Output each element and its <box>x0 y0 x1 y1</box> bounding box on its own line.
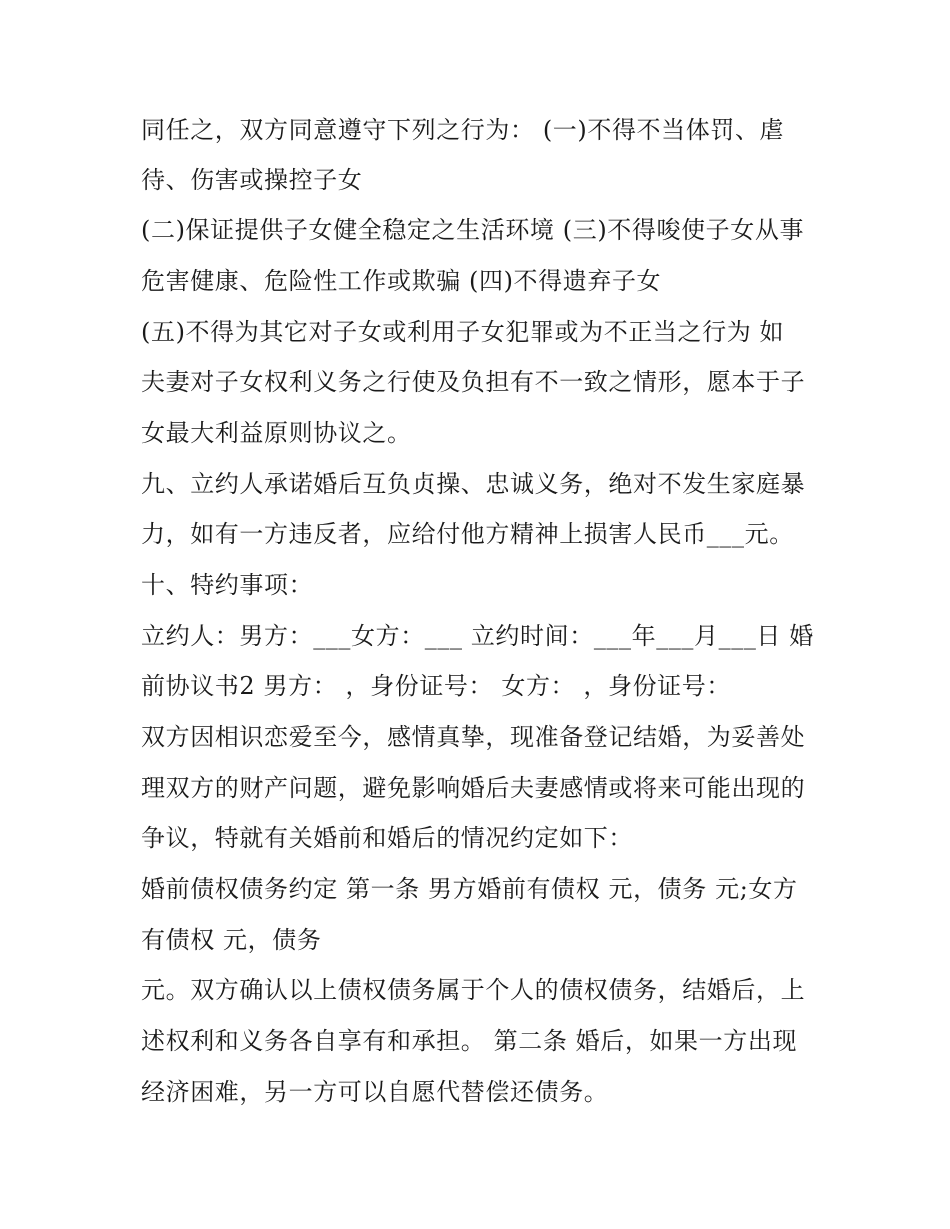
text-line-17: 有债权 元，债务 <box>141 926 322 954</box>
text-line-13: 双方因相识恋爱至今，感情真挚，现准备登记结婚，为妥善处 <box>141 723 806 751</box>
text-line-16: 婚前债权债务约定 第一条 男方婚前有债权 元，债务 元;女方 <box>141 875 798 903</box>
text-line-11: 立约人：男方：___女方：___ 立约时间：___年___月___日 婚 <box>141 622 814 650</box>
text-line-14: 理双方的财产问题，避免影响婚后夫妻感情或将来可能出现的 <box>141 774 806 802</box>
text-line-6: 夫妻对子女权利义务之行使及负担有不一致之情形，愿本于子 <box>141 368 806 396</box>
text-line-10: 十、特约事项： <box>141 571 314 599</box>
text-line-9: 力，如有一方违反者，应给付他方精神上损害人民币___元。 <box>141 520 794 548</box>
text-line-18: 元。双方确认以上债权债务属于个人的债权债务，结婚后，上 <box>141 976 806 1004</box>
text-line-7: 女最大利益原则协议之。 <box>141 419 412 447</box>
text-line-2: 待、伤害或操控子女 <box>141 166 363 194</box>
text-line-12: 前协议书2 男方： ，身份证号： 女方： ，身份证号： <box>141 672 731 700</box>
text-line-1: 同任之，双方同意遵守下列之行为： (一)不得不当体罚、虐 <box>141 116 785 144</box>
text-line-19: 述权利和义务各自享有和承担。 第二条 婚后，如果一方出现 <box>141 1027 798 1055</box>
text-line-20: 经济困难，另一方可以自愿代替偿还债务。 <box>141 1078 609 1106</box>
text-line-3: (二)保证提供子女健全稳定之生活环境 (三)不得唆使子女从事 <box>141 216 805 244</box>
text-line-5: (五)不得为其它对子女或利用子女犯罪或为不正当之行为 如 <box>141 318 785 346</box>
text-line-15: 争议，特就有关婚前和婚后的情况约定如下： <box>141 824 633 852</box>
text-line-8: 九、立约人承诺婚后互负贞操、忠诚义务，绝对不发生家庭暴 <box>141 470 806 498</box>
text-line-4: 危害健康、危险性工作或欺骗 (四)不得遗弃子女 <box>141 267 662 295</box>
